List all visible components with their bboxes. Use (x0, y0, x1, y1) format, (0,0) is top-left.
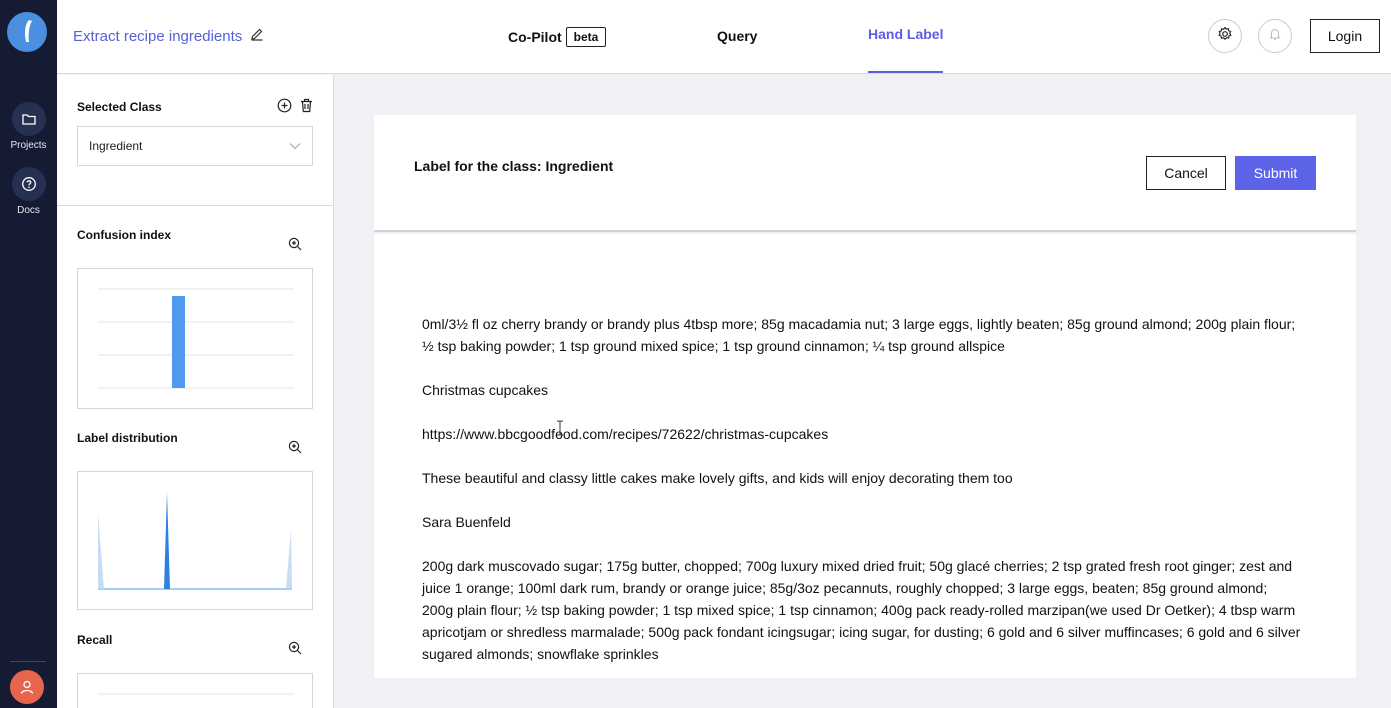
project-title-text: Extract recipe ingredients (73, 27, 243, 45)
recall-chart (77, 673, 313, 708)
top-bar (57, 0, 1391, 74)
left-spike (98, 514, 104, 589)
beta-badge: beta (566, 27, 607, 47)
settings-button[interactable] (1208, 19, 1242, 53)
submit-button[interactable]: Submit (1235, 156, 1316, 190)
trash-icon[interactable] (300, 98, 313, 118)
tab-hand-label-text: Hand Label (868, 26, 944, 42)
tab-copilot[interactable] (508, 27, 606, 47)
user-icon[interactable] (10, 670, 44, 704)
chart-gridlines (98, 289, 294, 388)
recall-title: Recall (77, 633, 113, 647)
class-select-value: Ingredient (89, 139, 143, 153)
login-button[interactable]: Login (1310, 19, 1380, 53)
rail-divider (10, 661, 46, 662)
nav-projects-label: Projects (10, 140, 47, 151)
project-title[interactable] (73, 27, 264, 45)
add-circle-icon[interactable] (277, 98, 292, 118)
document-paragraph[interactable]: Sara Buenfeld (422, 514, 511, 530)
active-tab-indicator (868, 71, 943, 73)
document-paragraph[interactable]: 200g dark muscovado sugar; 175g butter, chopped; 700g luxury mixed dried fruit; 50g glacé cherries; 2 tsp grated fresh root ginger; zest and juice 1 orange; 100ml dark rum, brandy or orange juice; 85g/3oz pecannuts, roughly chopped; 3 large eggs, beaten; 85g ground almond; 200g plain flour; ½ tsp baking powder; 1 tsp mixed spice; 1 tsp cinnamon; 400g pack ready-rolled marzipan(we used Dr Oetker); 4 tbsp warm apricotjam or shredless marmalade; 500g pack fondant icingsugar; icing sugar, for dusting; 6 gold and 6 silver muffincases; 6 gold and 6 silver sugared almonds; snowflake sprinkles (422, 558, 1301, 662)
tab-query[interactable] (717, 28, 757, 44)
chevron-down-icon (289, 139, 301, 153)
label-card-header (374, 115, 1356, 232)
tab-copilot-label: Co-Pilot (508, 29, 562, 45)
help-icon (12, 167, 46, 201)
label-card-title: Label for the class: Ingredient (414, 158, 614, 174)
left-rail (0, 0, 57, 708)
side-panel (57, 75, 334, 708)
nav-projects[interactable] (0, 102, 57, 151)
tab-hand-label[interactable] (868, 26, 943, 42)
cancel-button[interactable]: Cancel (1146, 156, 1226, 190)
document-paragraph[interactable]: https://www.bbcgoodfood.com/recipes/72622/christmas-cupcakes (422, 426, 829, 442)
gear-icon (1217, 26, 1233, 47)
tab-query-label: Query (717, 28, 758, 44)
confusion-bar (172, 296, 185, 388)
document-paragraph[interactable]: 0ml/3½ fl oz cherry brandy or brandy plus 4tbsp more; 85g macadamia nut; 3 large eggs, lightly beaten; 85g ground almond; 200g plain flour; ½ tsp baking powder; 1 tsp ground mixed spice; 1 tsp ground cinnamon; ¼ tsp ground allspice (422, 316, 1296, 354)
confusion-index-title: Confusion index (77, 228, 171, 242)
logo-icon[interactable] (7, 12, 47, 52)
label-distribution-title: Label distribution (77, 431, 178, 445)
center-spike (164, 492, 170, 589)
zoom-in-icon[interactable] (288, 641, 302, 655)
document-panel (374, 234, 1356, 678)
selected-class-title: Selected Class (77, 100, 162, 114)
confusion-index-chart (77, 268, 313, 409)
document-paragraph[interactable]: Christmas cupcakes (422, 382, 549, 398)
bell-icon (1268, 27, 1282, 46)
text-cursor-icon (556, 420, 564, 439)
zoom-in-icon[interactable] (288, 237, 302, 251)
nav-docs[interactable] (0, 167, 57, 216)
document-text[interactable] (422, 313, 1302, 678)
nav-docs-label: Docs (17, 205, 40, 216)
panel-divider (57, 205, 334, 206)
label-distribution-chart (77, 471, 313, 610)
zoom-in-icon[interactable] (288, 440, 302, 454)
document-paragraph[interactable]: These beautiful and classy little cakes make lovely gifts, and kids will enjoy decorating them too (422, 470, 1013, 486)
notifications-button[interactable] (1258, 19, 1292, 53)
folder-icon (12, 102, 46, 136)
right-spike (286, 530, 292, 589)
edit-icon[interactable] (250, 27, 264, 45)
class-select[interactable] (77, 126, 313, 166)
